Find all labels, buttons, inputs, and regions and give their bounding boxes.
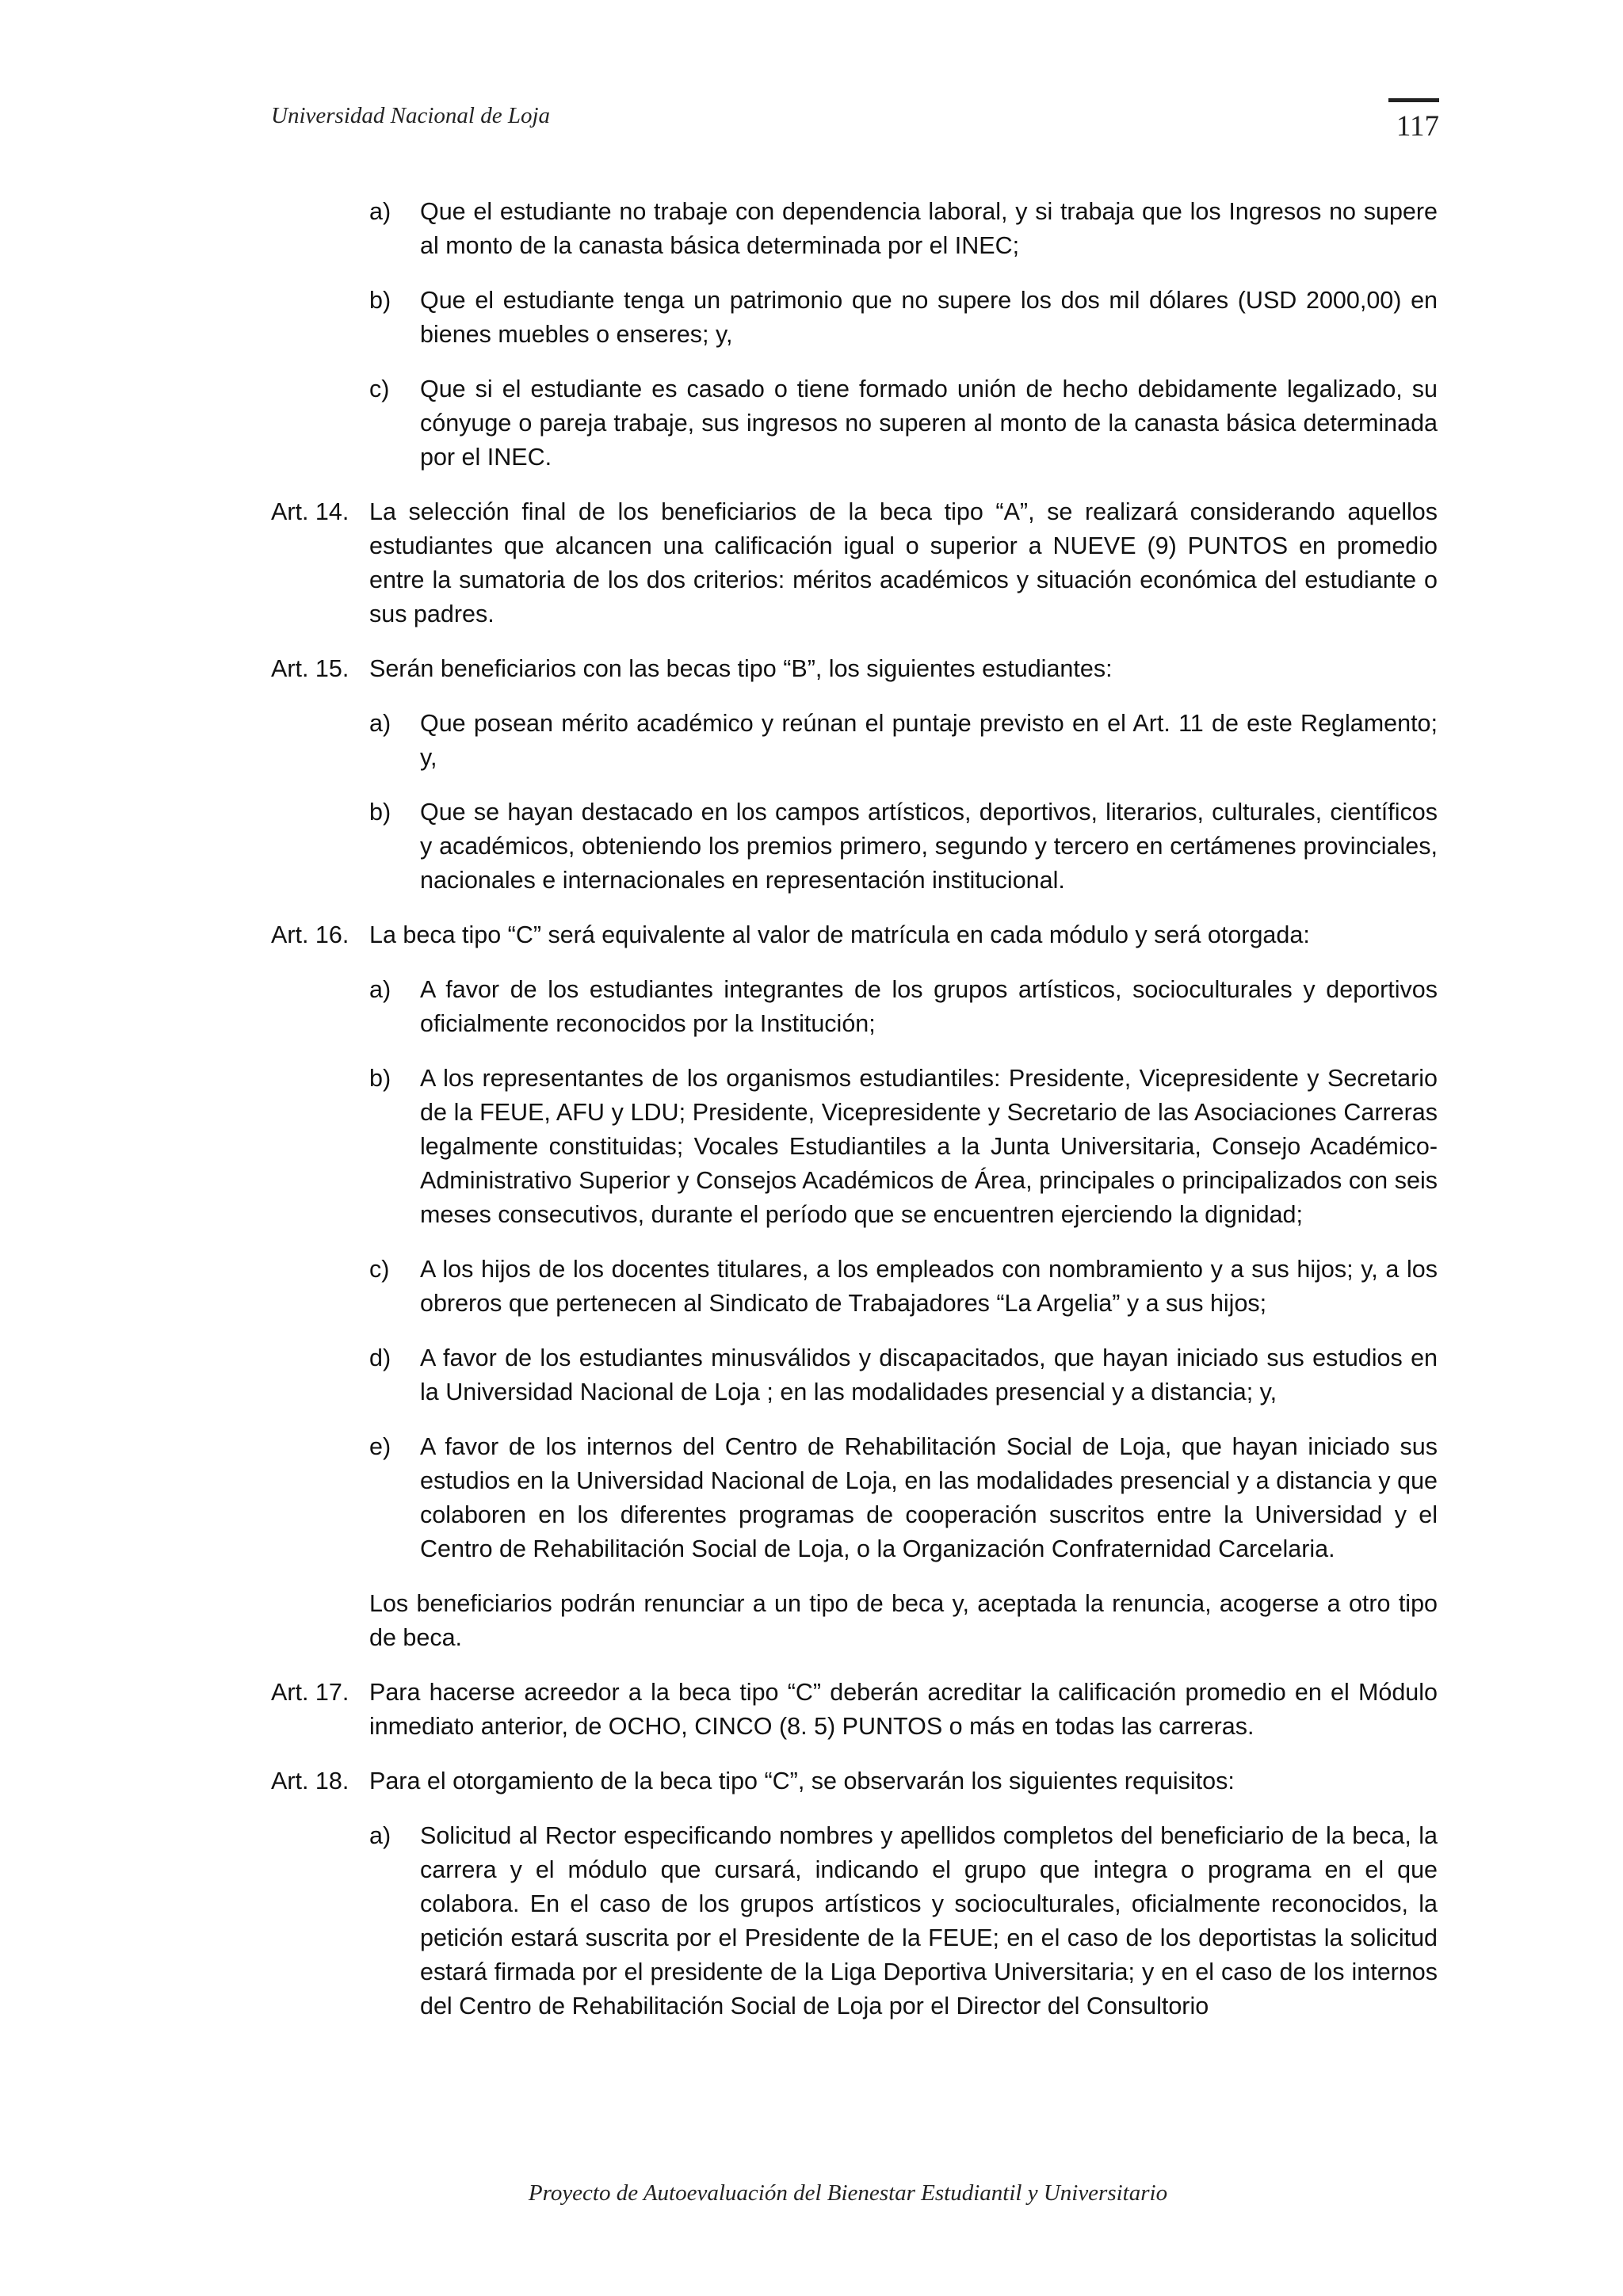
list-item-label: c)	[369, 1256, 390, 1283]
paragraph-text: Que el estudiante no trabaje con dependencia laboral, y si trabaja que los Ingresos no supere al monto de la canasta básica determinada por el INEC;	[420, 198, 1438, 259]
list-item-label: a)	[369, 710, 391, 737]
article	[271, 918, 1438, 952]
paragraph-text: Los beneficiarios podrán renunciar a un tipo de beca y, aceptada la renuncia, acogerse a otro tipo de beca.	[369, 1590, 1438, 1651]
article-number: Art. 18.	[271, 1768, 349, 1794]
page-number: 117	[1396, 110, 1439, 143]
paragraph-text: Que posean mérito académico y reúnan el puntaje previsto en el Art. 11 de este Reglamento; y,	[420, 710, 1438, 771]
running-footer: Proyecto de Autoevaluación del Bienestar Estudiantil y Universitario	[528, 2180, 1168, 2206]
list-item-label: a)	[369, 1822, 391, 1849]
paragraph-text: A favor de los estudiantes integrantes de los grupos artísticos, socioculturales y deportivos oficialmente reconocidos por la Institución;	[420, 976, 1438, 1037]
list-item	[271, 284, 1438, 352]
article	[271, 1764, 1438, 1798]
list-item	[271, 795, 1438, 898]
list-item	[271, 973, 1438, 1041]
list-item-label: c)	[369, 376, 390, 402]
list-item-label: b)	[369, 1065, 391, 1092]
list-item	[271, 1341, 1438, 1409]
paragraph-text: Serán beneficiarios con las becas tipo “B”, los siguientes estudiantes:	[369, 655, 1113, 682]
paragraph-text: Para el otorgamiento de la beca tipo “C”, se observarán los siguientes requisitos:	[369, 1768, 1235, 1794]
paragraph-text: Solicitud al Rector especificando nombres y apellidos completos del beneficiario de la beca, la carrera y el módulo que cursará, indicando el grupo que integra o programa en el que colabora. En el caso de los grupos artísticos y socioculturales, oficialmente reconocidos, la petición estará suscrita por el Presidente de la FEUE; en el caso de los deportistas la solicitud estará firmada por el presidente de la Liga Deportiva Universitaria; y en el caso de los internos del Centro de Rehabilitación Social de Loja por el Director del Consultorio	[420, 1822, 1438, 2019]
article	[271, 652, 1438, 686]
page-number-rule	[1388, 98, 1439, 102]
article	[271, 1676, 1438, 1744]
running-header-institution: Universidad Nacional de Loja	[271, 103, 551, 128]
paragraph-text: Que el estudiante tenga un patrimonio que no supere los dos mil dólares (USD 2000,00) en bienes muebles o enseres; y,	[420, 287, 1438, 348]
list-item	[271, 1253, 1438, 1321]
list-item	[271, 195, 1438, 263]
list-item	[271, 1819, 1438, 2023]
paragraph-text: A favor de los estudiantes minusválidos y discapacitados, que hayan iniciado sus estudios en la Universidad Nacional de Loja ; en las modalidades presencial y a distancia; y,	[420, 1344, 1438, 1405]
paragraph-text: Que se hayan destacado en los campos artísticos, deportivos, literarios, culturales, científicos y académicos, obteniendo los premios primero, segundo y tercero en certámenes provinciales, nacionales e internacionales en representación institucional.	[420, 799, 1438, 894]
list-item-label: e)	[369, 1433, 391, 1460]
list-item-label: b)	[369, 799, 391, 826]
article-number: Art. 15.	[271, 655, 349, 682]
paragraph-text: A los representantes de los organismos estudiantiles: Presidente, Vicepresidente y Secretario de la FEUE, AFU y LDU; Presidente, Vicepresidente y Secretario de las Asociaciones Carreras legalmente constituidas; Vocales Estudiantiles a la Junta Universitaria, Consejo Académico-Administrativo Superior y Consejos Académicos de Área, principales o principalizados con seis meses consecutivos, durante el período que se encuentren ejerciendo la dignidad;	[420, 1065, 1438, 1228]
body-text	[271, 195, 1438, 2023]
list-item-label: a)	[369, 198, 391, 225]
article-number: Art. 16.	[271, 921, 349, 948]
list-item-label: b)	[369, 287, 391, 314]
article	[271, 495, 1438, 631]
list-item	[271, 707, 1438, 775]
list-item-label: a)	[369, 976, 391, 1003]
paragraph-text: A los hijos de los docentes titulares, a los empleados con nombramiento y a sus hijos; y, a los obreros que pertenecen al Sindicato de Trabajadores “La Argelia” y a sus hijos;	[420, 1256, 1438, 1317]
list-item-label: d)	[369, 1344, 391, 1371]
list-item	[271, 372, 1438, 475]
paragraph-text: A favor de los internos del Centro de Rehabilitación Social de Loja, que hayan iniciado sus estudios en la Universidad Nacional de Loja, en las modalidades presencial y a distancia y que colaboren en los diferentes programas de cooperación suscritos entre la Universidad y el Centro de Rehabilitación Social de Loja, o la Organización Confraternidad Carcelaria.	[420, 1433, 1438, 1562]
paragraph	[271, 1587, 1438, 1655]
paragraph-text: Que si el estudiante es casado o tiene formado unión de hecho debidamente legalizado, su cónyuge o pareja trabaje, sus ingresos no superen al monto de la canasta básica determinada por el INEC.	[420, 376, 1438, 471]
paragraph-text: La selección final de los beneficiarios de la beca tipo “A”, se realizará considerando aquellos estudiantes que alcancen una calificación igual o superior a NUEVE (9) PUNTOS en promedio entre la sumatoria de los dos criterios: méritos académicos y situación económica del estudiante o sus padres.	[369, 498, 1438, 627]
article-number: Art. 14.	[271, 498, 349, 525]
list-item	[271, 1062, 1438, 1232]
paragraph-text: La beca tipo “C” será equivalente al valor de matrícula en cada módulo y será otorgada:	[369, 921, 1310, 948]
article-number: Art. 17.	[271, 1679, 349, 1706]
paragraph-text: Para hacerse acreedor a la beca tipo “C” deberán acreditar la calificación promedio en el Módulo inmediato anterior, de OCHO, CINCO (8. 5) PUNTOS o más en todas las carreras.	[369, 1679, 1438, 1740]
list-item	[271, 1430, 1438, 1566]
